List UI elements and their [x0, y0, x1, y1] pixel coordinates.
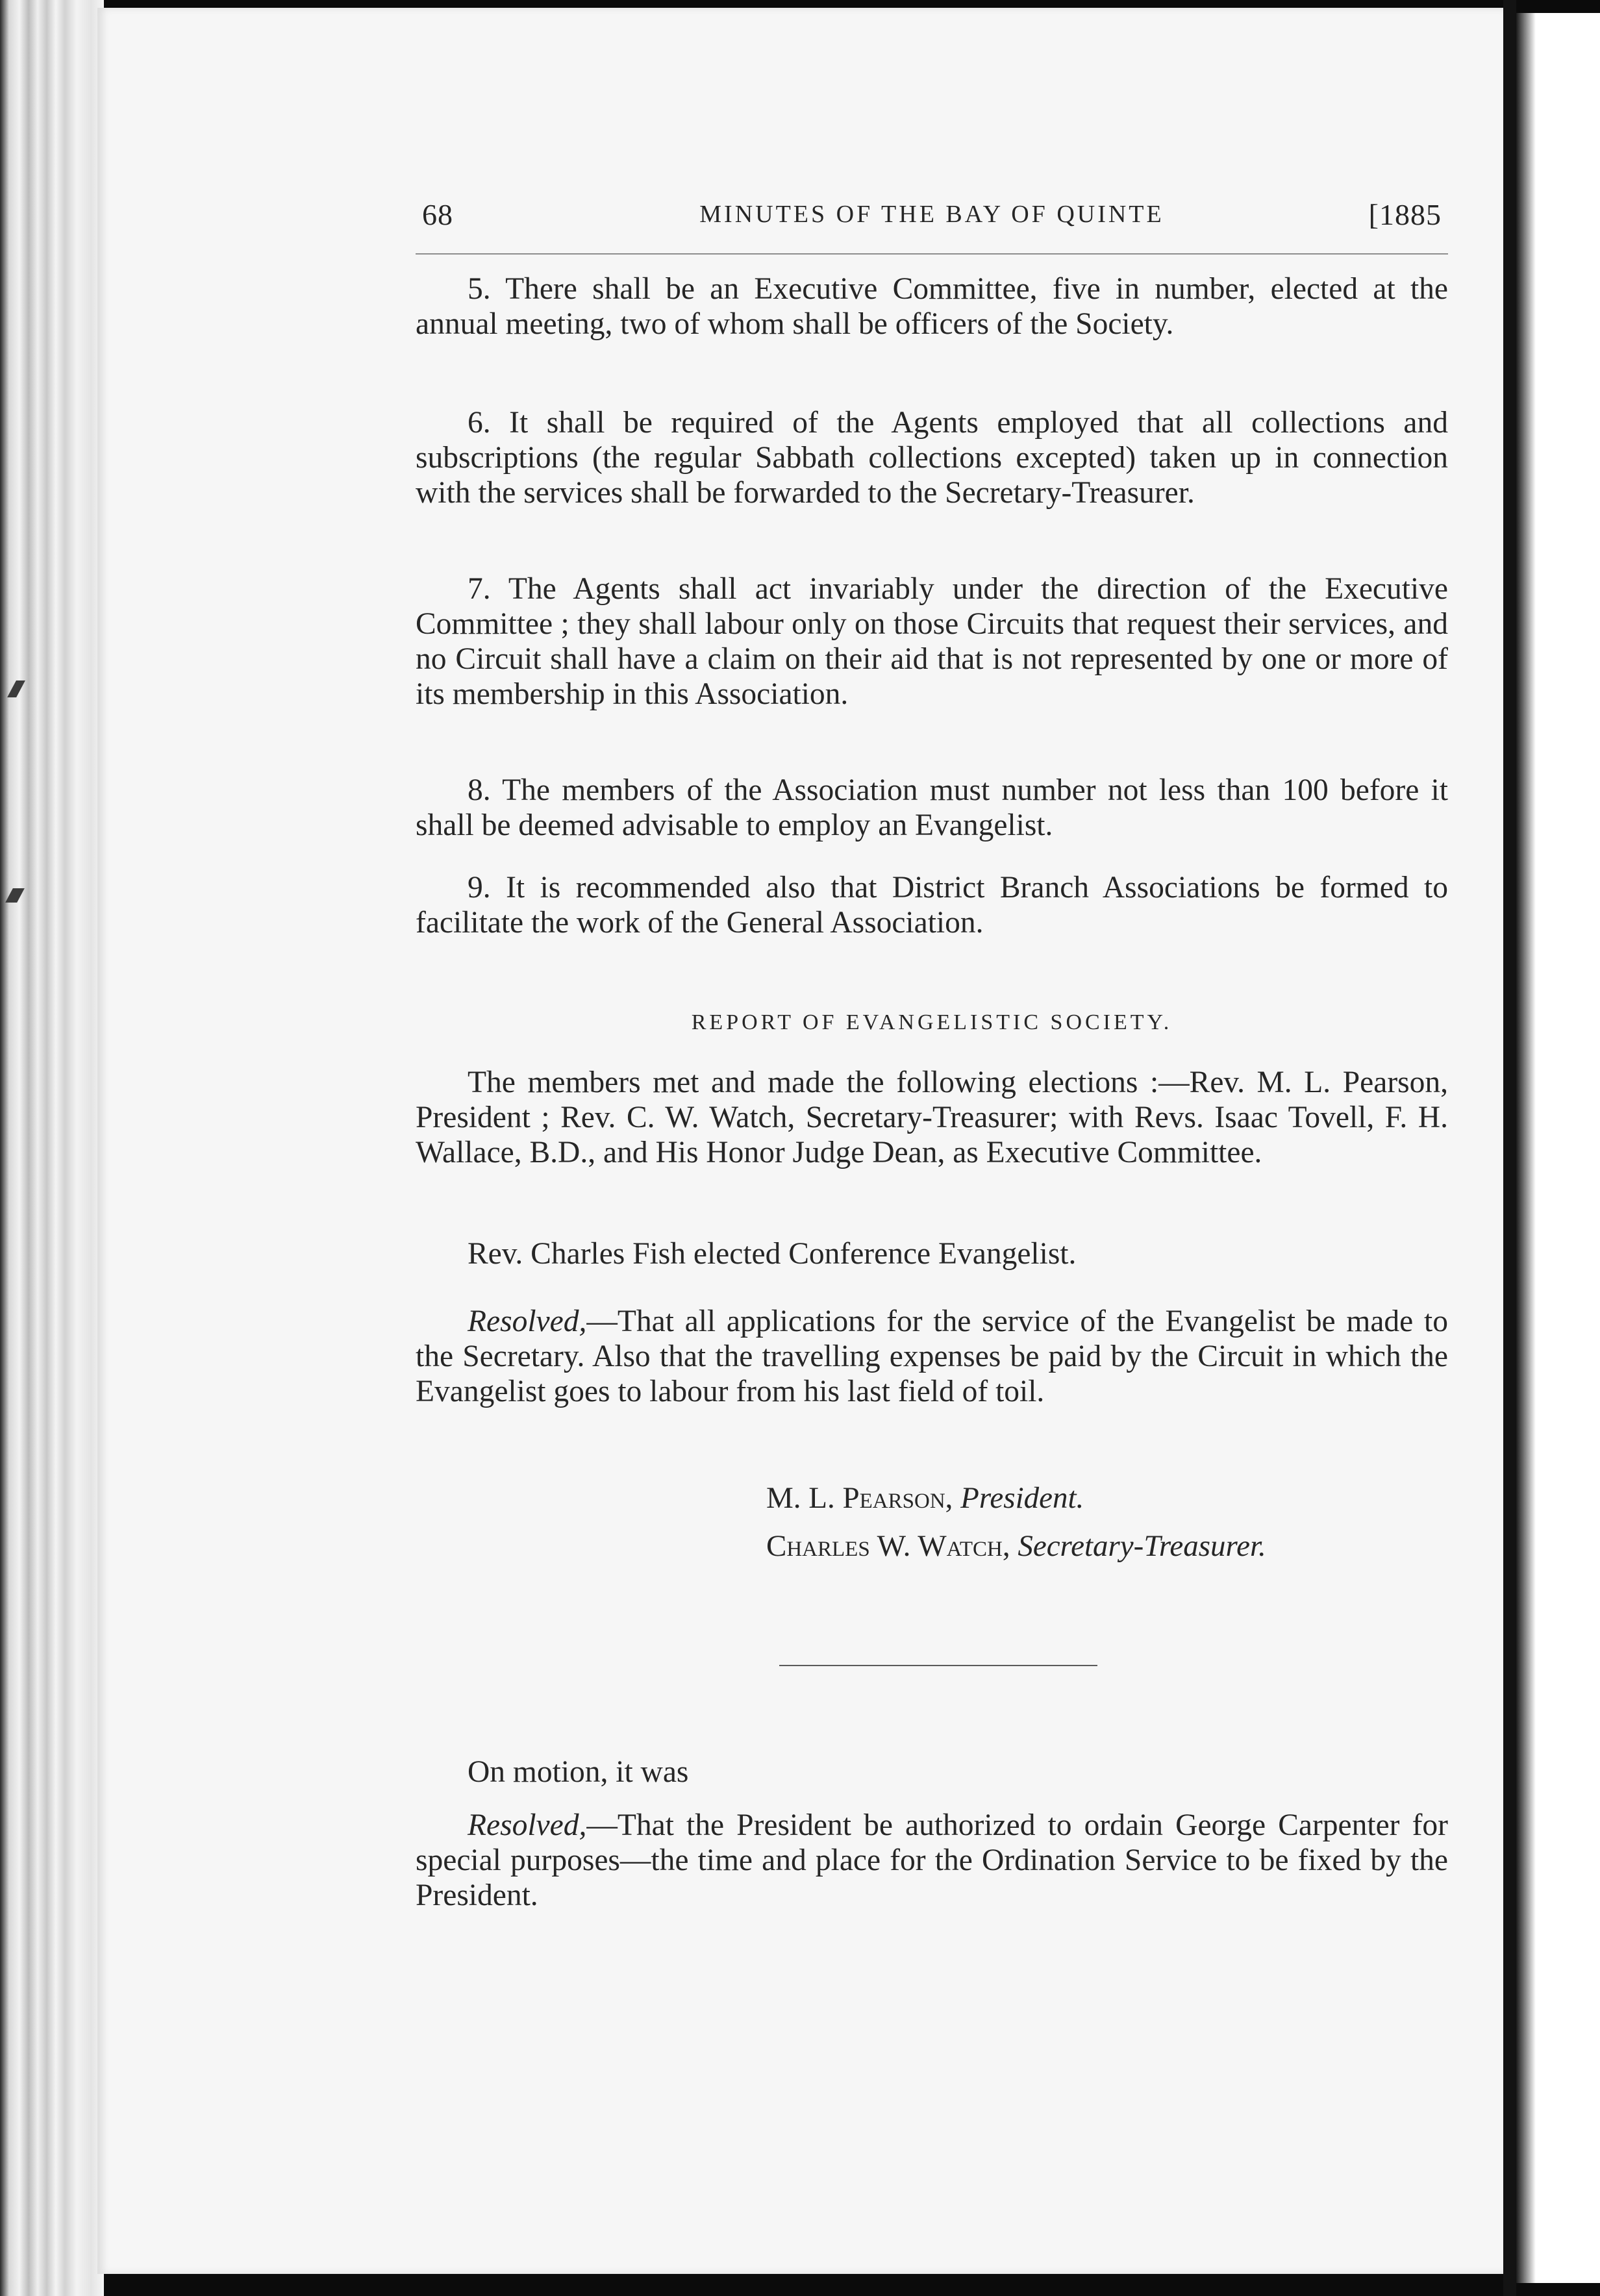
article-9: 9. It is recommended also that District Branch Associations be formed to facilitate the work of the General Association. — [416, 871, 1448, 940]
motion-intro: On motion, it was — [468, 1755, 689, 1789]
motion-resolution — [416, 1808, 1448, 1913]
report-heading: REPORT OF EVANGELISTIC SOCIETY. — [691, 1010, 1173, 1034]
page-gutter — [1503, 0, 1516, 2296]
report-evangelist: Rev. Charles Fish elected Conference Evangelist. — [468, 1237, 1077, 1271]
article-8: 8. The members of the Association must number not less than 100 before it shall be deemed advisable to employ an Evangelist. — [416, 773, 1448, 842]
motion-resolution-text: —That the President be authorized to ordain George Carpenter for special purposes—the time and place for the Ordination Service to be fixed by the President. — [416, 1808, 1448, 1912]
header-year: [1885 — [1368, 198, 1442, 231]
president-name: M. L. Pearson, — [766, 1481, 953, 1515]
signature-secretary — [766, 1529, 1266, 1564]
resolved-label: Resolved, — [468, 1304, 587, 1338]
section-divider — [779, 1665, 1097, 1666]
article-6: 6. It shall be required of the Agents employed that all collections and subscriptions (the regular Sabbath collections excepted) taken up in connection with the services shall be forwarded to the Secretary-Treasurer. — [416, 406, 1448, 510]
secretary-name: Charles W. Watch, — [766, 1529, 1010, 1563]
resolution-text: —That all applications for the service of the Evangelist be made to the Secretary. Also that the travelling expenses be paid by the Circuit in which the Evangelist goes to labour from his last field of toil. — [416, 1304, 1448, 1408]
stacked-page-edges — [0, 0, 104, 2296]
president-title: President. — [960, 1481, 1084, 1515]
secretary-title: Secretary-Treasurer. — [1018, 1529, 1266, 1563]
report-elections: The members met and made the following elections :—Rev. M. L. Pearson, President ; Rev. C. W. Watch, Secretary-Treasurer; with Revs. Isaac Tovell, F. H. Wallace, B.D., and His Honor Judge Dean, as Executive Committee. — [416, 1066, 1448, 1169]
signature-president — [766, 1480, 1084, 1516]
header-rule — [416, 253, 1448, 255]
article-7: 7. The Agents shall act invariably under the direction of the Executive Committee ; they shall labour only on those Circuits that request their services, and no Circuit shall have a claim on their aid that is not represented by one or more of its membership in this Association. — [416, 572, 1448, 711]
page-number: 68 — [422, 198, 453, 231]
running-header — [416, 197, 1448, 236]
running-title: MINUTES OF THE BAY OF QUINTE — [699, 201, 1164, 228]
report-resolution — [416, 1304, 1448, 1409]
article-5: 5. There shall be an Executive Committee, five in number, elected at the annual meeting, two of whom shall be officers of the Society. — [416, 272, 1448, 341]
motion-resolved-label: Resolved, — [468, 1808, 587, 1842]
adjacent-page — [1516, 13, 1600, 2283]
